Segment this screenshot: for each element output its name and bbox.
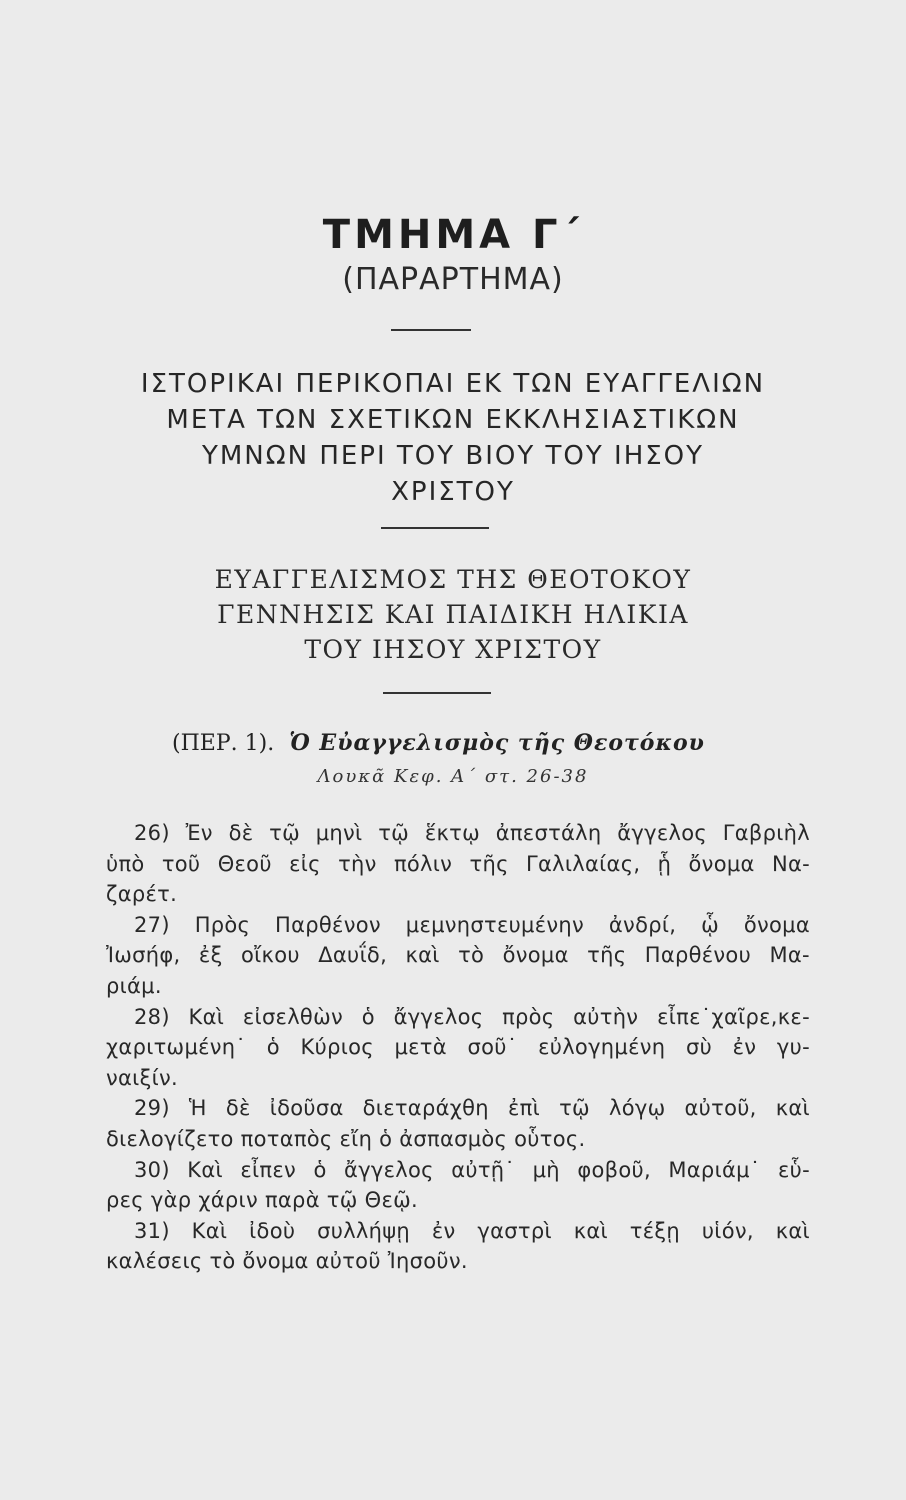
verse-line [106, 849, 810, 880]
verse-word: διεταράχθη [362, 1096, 489, 1121]
verse-word: τοῦ [161, 851, 201, 876]
verse-word: καὶ [405, 943, 440, 968]
verse-word: Καὶ [187, 1157, 223, 1182]
verse-line: διελογίζετο ποταπὸς εἴη ὁ ἀσπασμὸς οὗτος. [106, 1126, 586, 1151]
verse-word: ἐπὶ [507, 1096, 540, 1121]
verse-word: ὁ [361, 1004, 375, 1029]
verse-word: τέξῃ [629, 1218, 681, 1243]
verse-word: τῷ [269, 821, 300, 845]
verse-word: μὴ [532, 1157, 560, 1182]
verse-word: Καὶ [188, 1004, 225, 1029]
verse-word: λόγῳ [608, 1096, 666, 1121]
verse-word: εὐλογημένη [538, 1035, 666, 1060]
verse-word: τῷ [378, 821, 410, 845]
verse-word: μετὰ [394, 1035, 447, 1060]
main-heading-line: ΙΣΤΟΡΙΚΑΙ ΠΕΡΙΚΟΠΑΙ ΕΚ ΤΩΝ ΕΥΑΓΓΕΛΙΩΝ [140, 369, 766, 399]
verse-word: εἰσελθὼν [242, 1004, 343, 1029]
verse-word: καὶ [573, 1218, 608, 1243]
verse-line [106, 1002, 810, 1033]
verse-line: ρες γὰρ χάριν παρὰ τῷ Θεῷ. [106, 1188, 418, 1213]
verse-word: καὶ [775, 1218, 810, 1243]
verse-word: μεμνηστευμένην [405, 912, 585, 937]
sub-heading [0, 562, 906, 667]
verse-word: χαριτωμένη˙ [106, 1035, 247, 1060]
verse-word: αὐτῇ˙ [451, 1157, 516, 1182]
sub-heading-line: ΕΥΑΓΓΕΛΙΣΜΟΣ ΤΗΣ ΘΕΟΤΟΚΟΥ [214, 565, 692, 594]
main-heading [0, 366, 906, 510]
pericope-heading [172, 730, 772, 756]
verse-word: Ἰωσήφ, [106, 943, 181, 968]
verse-word: μηνὶ [315, 821, 363, 845]
verse-word: Γαβριὴλ [722, 821, 810, 845]
verse-word: 27) [134, 912, 170, 937]
verse-line [106, 1155, 810, 1186]
verse-line [106, 910, 810, 941]
verse-word: δὲ [228, 821, 254, 845]
verse-word: ὄνομα [743, 912, 810, 937]
verse-word: ἐξ [198, 943, 223, 968]
verse-line [106, 1093, 810, 1124]
verse-word: εἶπε˙χαῖρε,κε- [657, 1004, 810, 1029]
verse-word: σοῦ˙ [467, 1035, 518, 1060]
verse-word: ἄγγελος [344, 1157, 434, 1182]
verse-line [106, 1032, 810, 1063]
verse-word: 30) [134, 1157, 170, 1182]
verse-word: τῆς [587, 943, 627, 968]
main-heading-line: ΜΕΤΑ ΤΩΝ ΣΧΕΤΙΚΩΝ ΕΚΚΛΗΣΙΑΣΤΙΚΩΝ [166, 405, 740, 435]
verse-word: υἱόν, [701, 1218, 754, 1243]
verse-word: γυ- [776, 1035, 810, 1060]
sub-heading-line: ΓΕΝΝΗΣΙΣ ΚΑΙ ΠΑΙΔΙΚΗ ΗΛΙΚΙΑ [217, 600, 689, 629]
verse-word: ἀπεστάλη [495, 821, 602, 845]
verse-word: καὶ [775, 1096, 810, 1121]
verse-word: ὑπὸ [106, 851, 145, 876]
verse-word: ὄνομα [688, 851, 755, 876]
verse-word: ἐν [431, 1218, 456, 1243]
verse-line: ναιξίν. [106, 1065, 179, 1090]
verse-line [106, 1216, 810, 1247]
pericope-title: Ὁ Εὐαγγελισμὸς τῆς Θεοτόκου [289, 730, 705, 756]
verse-word: ἄγγελος [617, 821, 708, 845]
verse-word: συλλήψῃ [317, 1218, 411, 1243]
verse-word: τῷ [559, 1096, 590, 1121]
verse-word: ἄγγελος [393, 1004, 484, 1029]
verse-word: ἰδοὺ [249, 1218, 296, 1243]
verse-word: γαστρὶ [477, 1218, 552, 1243]
appendix-label: (ΠΑΡΑΡΤΗΜΑ) [342, 262, 564, 297]
verse-word: 28) [134, 1004, 170, 1029]
verse-word: τῆς [469, 851, 509, 876]
verse-word: Δαυΐδ, [318, 943, 388, 968]
verse-word: φοβοῦ, [577, 1157, 651, 1182]
verse-word: Θεοῦ [217, 851, 272, 876]
divider-3 [383, 692, 491, 694]
verse-word: αὐτοῦ, [684, 1096, 757, 1121]
verse-word: ᾗ [657, 851, 672, 876]
verse-word: Καὶ [191, 1218, 228, 1243]
verse-word: 26) [134, 821, 170, 845]
verse-line: ζαρέτ. [106, 882, 178, 907]
verse-word: Μαριάμ˙ [668, 1157, 761, 1182]
verse-word: τὸ [458, 943, 485, 968]
scripture-reference: Λουκᾶ Κεφ. Α΄ στ. 26-38 [317, 766, 589, 787]
main-heading-line: ΥΜΝΩΝ ΠΕΡΙ ΤΟΥ ΒΙΟΥ ΤΟΥ ΙΗΣΟΥ [201, 441, 705, 471]
verse-line [106, 818, 810, 849]
verse-word: εἰς [289, 851, 321, 876]
verse-word: δὲ [225, 1096, 251, 1121]
verse-word: εὗ- [778, 1157, 810, 1182]
verse-word: Μα- [769, 943, 810, 968]
verse-text [106, 818, 810, 1277]
verse-word: ὁ [266, 1035, 280, 1060]
verse-word: Ἡ [188, 1096, 207, 1121]
verse-word: τὴν [338, 851, 377, 876]
divider-2 [381, 527, 489, 529]
verse-word: αὐτὴν [573, 1004, 639, 1029]
verse-word: Παρθένου [644, 943, 752, 968]
verse-word: ἀνδρί, [608, 912, 677, 937]
verse-word: ὁ [313, 1157, 327, 1182]
verse-word: οἴκου [241, 943, 300, 968]
verse-word: Να- [771, 851, 810, 876]
verse-word: Γαλιλαίας, [526, 851, 641, 876]
verse-word: σὺ [685, 1035, 713, 1060]
verse-word: ἐν [732, 1035, 757, 1060]
verse-word: ἕκτῳ [424, 821, 480, 845]
sub-heading-line: ΤΟΥ ΙΗΣΟΥ ΧΡΙΣΤΟΥ [304, 635, 602, 664]
verse-word: 29) [134, 1096, 170, 1121]
verse-word: πόλιν [393, 851, 453, 876]
verse-word: εἶπεν [240, 1157, 297, 1182]
verse-word: ὄνομα [502, 943, 569, 968]
verse-word: Κύριος [300, 1035, 374, 1060]
verse-word: Παρθένον [275, 912, 381, 937]
main-heading-line: ΧΡΙΣΤΟΥ [391, 477, 515, 507]
verse-word: ᾧ [701, 912, 719, 937]
verse-line: καλέσεις τὸ ὄνομα αὐτοῦ Ἰησοῦν. [106, 1249, 468, 1274]
verse-word: ἰδοῦσα [269, 1096, 344, 1121]
divider-1 [391, 329, 471, 331]
pericope-label: (ΠΕΡ. 1). [172, 731, 275, 756]
verse-line: ριάμ. [106, 973, 162, 998]
verse-word: Ἐν [185, 821, 213, 845]
section-title: ΤΜΗΜΑ Γ΄ [322, 212, 584, 258]
verse-line [106, 940, 810, 971]
verse-word: Πρὸς [194, 912, 251, 937]
verse-word: 31) [134, 1218, 170, 1243]
verse-word: πρὸς [502, 1004, 555, 1029]
